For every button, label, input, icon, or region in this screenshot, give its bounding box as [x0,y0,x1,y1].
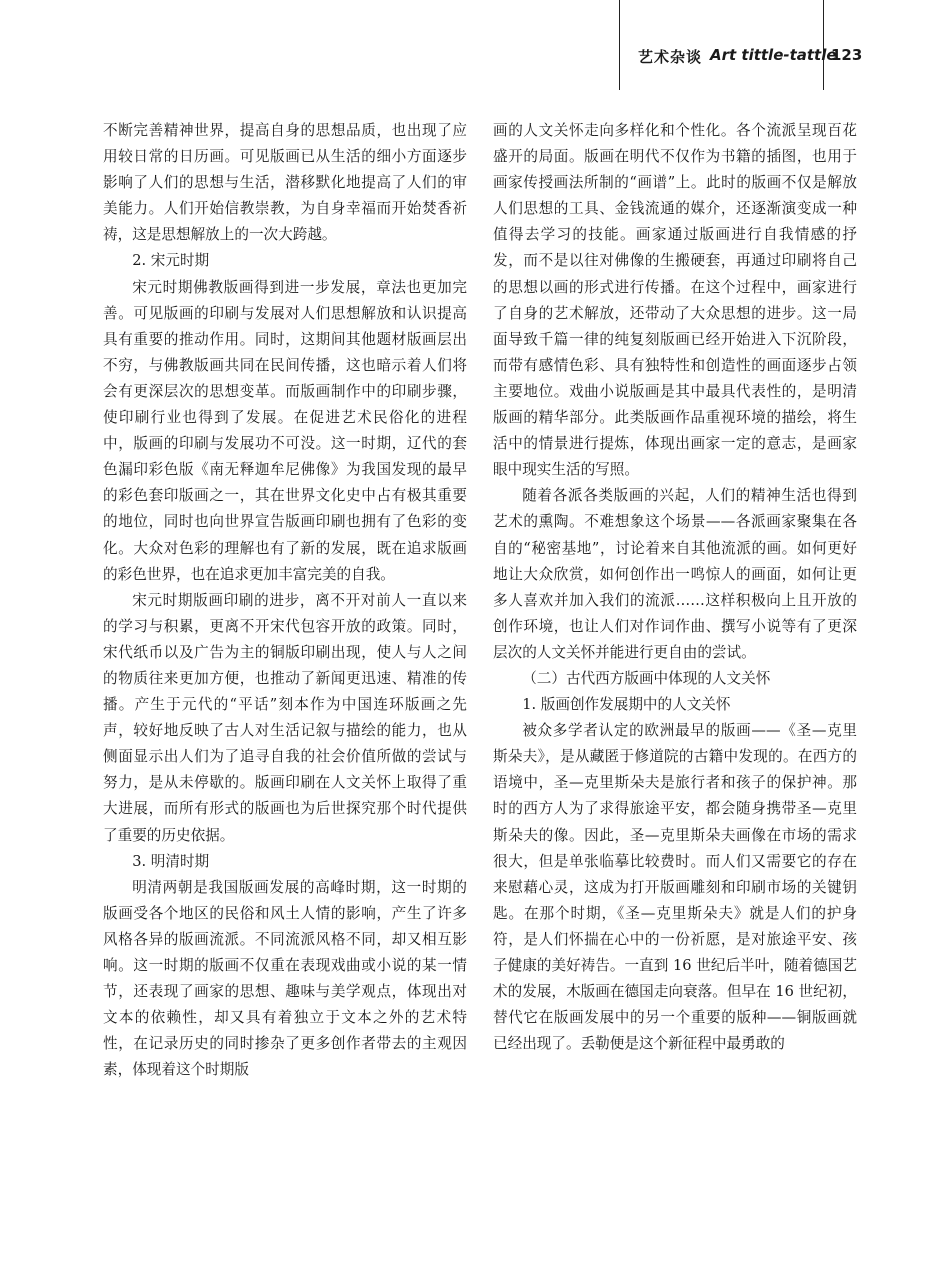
section-heading-western: （二）古代西方版画中体现的人文关怀 [522,669,771,687]
paragraph: 画的人文关怀走向多样化和个性化。各个流派呈现百花盛开的局面。版画在明代不仅作为书籍的插图，也用于画家传授画法所制的“画谱”上。此时的版画不仅是解放人们思想的工具、金钱流通的媒介，还逐渐演变成一种值得去学习的技能。画家通过版画进行自我情感的抒发，而不是以往对佛像的生搬硬套，再通过印刷将自己的思想以画的形式进行传播。在这个过程中，画家进行了自身的艺术解放，还带动了大众思想的进步。这一局面导致千篇一律的纯复刻版画已经开始进入下沉阶段，而带有感情色彩、具有独特性和创造性的画面逐步占领主要地位。戏曲小说版画是其中最具代表性的，是明清版画的精华部分。此类版画作品重视环境的描绘，将生活中的情景进行提炼，体现出画家一定的意志，是画家眼中现实生活的写照。 [493,122,857,479]
paragraph: 宋元时期佛教版画得到进一步发展，章法也更加完善。可见版画的印刷与发展对人们思想解放和认识提高具有重要的推动作用。同时，这期间其他题材版画层出不穷，与佛教版画共同在民间传播，这也暗示着人们将会有更深层次的思想变革。而版画制作中的印刷步骤，使印刷行业也得到了发展。在促进艺术民俗化的进程中，版画的印刷与发展功不可没。这一时期，辽代的套色漏印彩色版《南无释迦牟尼佛像》为我国发现的最早的彩色套印版画之一，其在世界文化史中占有极其重要的地位，同时也向世界宣告版画印刷也拥有了色彩的变化。大众对色彩的理解也有了新的发展，既在追求版画的彩色世界，也在追求更加丰富完美的自我。 [103,278,467,583]
subheading-period-1: 1. 版画创作发展期中的人文关怀 [522,696,731,714]
subheading-song-yuan: 2. 宋元时期 [132,252,210,270]
paragraph: 明清两朝是我国版画发展的高峰时期，这一时期的版画受各个地区的民俗和风土人情的影响，产生了许多风格各异的版画流派。不同流派风格不同，却又相互影响。这一时期的版画不仅重在表现戏曲或小说的某一情节，还表现了画家的思想、趣味与美学观点，体现出对文本的依赖性，却又具有着独立于文本之外的艺术特性，在记录历史的同时掺杂了更多创作者带去的主观因素，体现着这个时期版 [103,878,467,1079]
left-column [103,118,467,1083]
paragraph: 宋元时期版画印刷的进步，离不开对前人一直以来的学习与积累，更离不开宋代包容开放的政策。同时，宋代纸币以及广告为主的铜版印刷出现，使人与人之间的物质往来更加方便，也推动了新闻更迅速、精准的传播。产生于元代的“平话”刻本作为中国连环版画之先声，较好地反映了古人对生活记叙与描绘的能力，也从侧面显示出人们为了追寻自我的社会价值所做的尝试与努力，是从未停歇的。版画印刷在人文关怀上取得了重大进展，而所有形式的版画也为后世探究那个时代提供了重要的历史依据。 [103,591,467,844]
header-divider-left [619,0,620,90]
subheading-ming-qing: 3. 明清时期 [132,852,210,870]
paragraph: 不断完善精神世界，提高自身的思想品质，也出现了应用较日常的日历画。可见版画已从生活的细小方面逐步影响了人们的思想与生活，潜移默化地提高了人们的审美能力。人们开始信教崇教，为自身幸福而开始焚香祈祷，这是思想解放上的一次大跨越。 [103,122,467,244]
page-number: 123 [831,46,863,64]
running-header [630,44,940,70]
paragraph: 随着各派各类版画的兴起，人们的精神生活也得到艺术的熏陶。不难想象这个场景——各派画家聚集在各自的“秘密基地”，讨论着来自其他流派的画。如何更好地让大众欣赏，如何创作出一鸣惊人的画面，如何让更多人喜欢并加入我们的流派……这样积极向上且开放的创作环境，也让人们对作词作曲、撰写小说等有了更深层次的人文关怀并能进行更自由的尝试。 [493,487,857,661]
paragraph: 被众多学者认定的欧洲最早的版画——《圣—克里斯朵夫》，是从藏匿于修道院的古籍中发现的。在西方的语境中，圣—克里斯朵夫是旅行者和孩子的保护神。那时的西方人为了求得旅途平安，都会随身携带圣—克里斯朵夫的像。因此，圣—克里斯朵夫画像在市场的需求很大，但是单张临摹比较费时。而人们又需要它的存在来慰藉心灵，这成为打开版画雕刻和印刷市场的关键钥匙。在那个时期，《圣—克里斯朵夫》就是人们的护身符，是人们怀揣在心中的一份祈愿，是对旅途平安、孩子健康的美好祷告。一直到 16 世纪后半叶，随着德国艺术的发展，木版画在德国走向衰落。但早在 16 世纪初，替代它在版画发展中的另一个重要的版种——铜版画就已经出现了。丢勒便是这个新征程中最勇敢的 [493,722,857,1053]
section-title-cn: 艺术杂谈 [638,48,703,66]
section-title-en: Art tittle-tattle [710,46,837,64]
right-column [493,118,857,1057]
